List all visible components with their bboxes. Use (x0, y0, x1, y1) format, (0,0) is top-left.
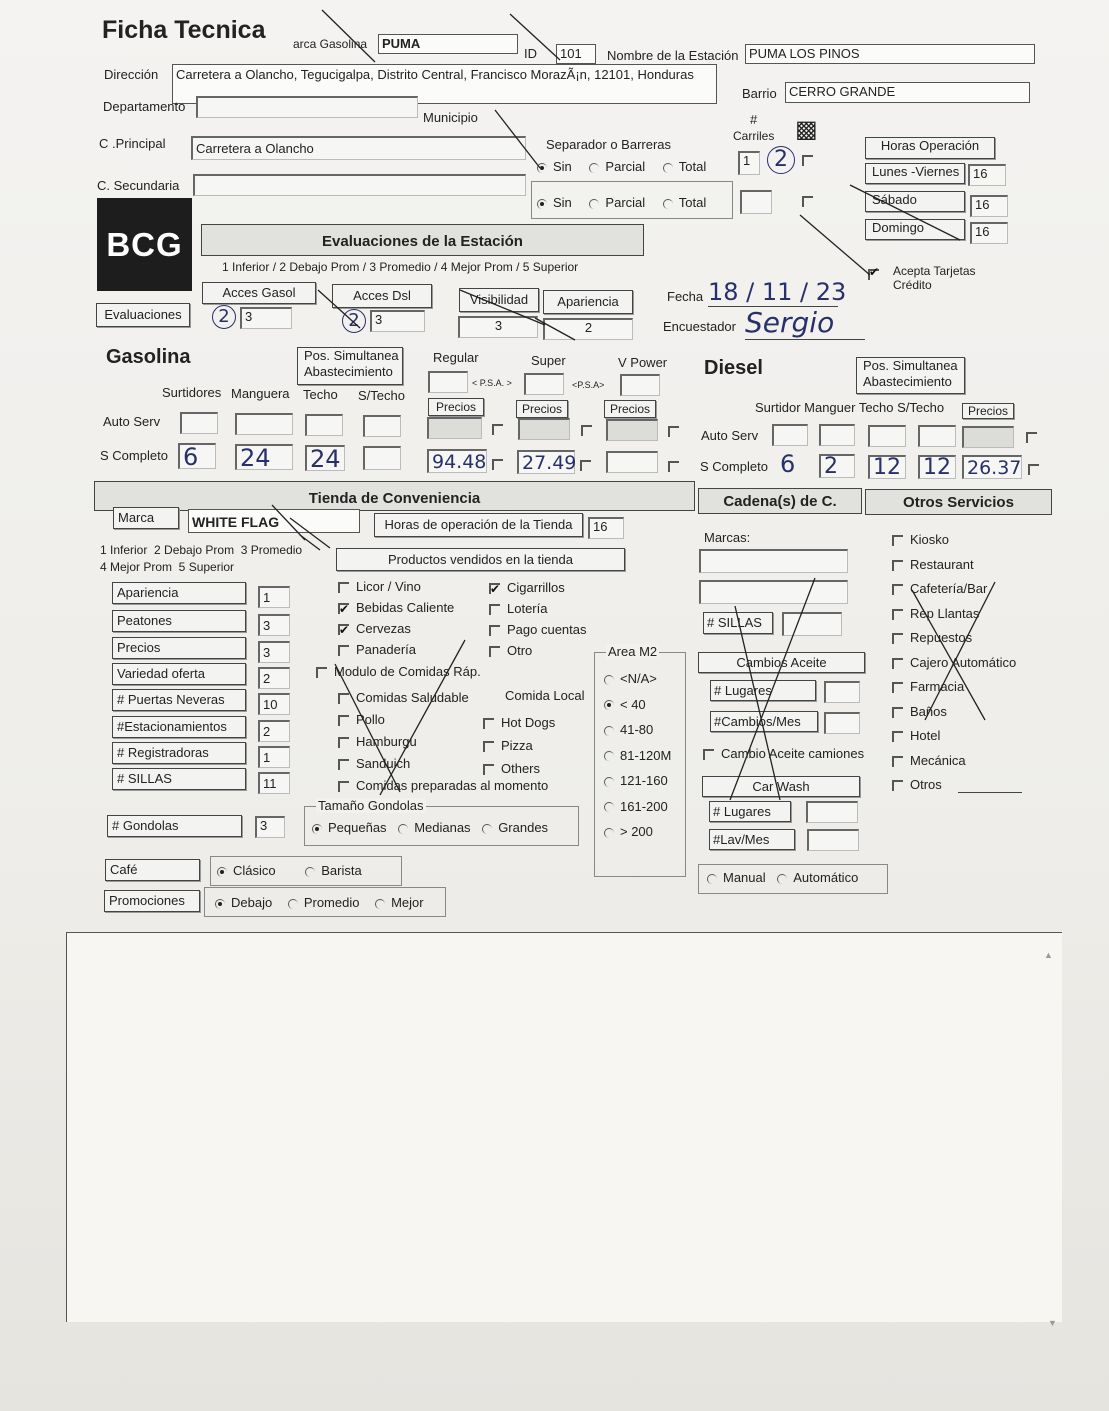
tienda-rating-field[interactable]: 11 (258, 772, 290, 794)
barrio-label: Barrio (742, 86, 777, 101)
diesel-autoserv-check[interactable] (1026, 429, 1044, 447)
address-label: Dirección (104, 67, 159, 82)
tienda-rating-label: Precios (112, 637, 246, 659)
psa-label-2: <P.S.A> (572, 380, 605, 390)
lugares-field[interactable] (824, 681, 860, 703)
gas-col-surtidores: Surtidores (162, 385, 222, 400)
evaluaciones-button[interactable]: Evaluaciones (96, 303, 190, 327)
cambios-aceite-button[interactable]: Cambios Aceite (698, 652, 865, 673)
brand-label: arca Gasolina (293, 37, 368, 51)
acepta-tarjetas-label: Acepta Tarjetas Crédito (893, 264, 976, 292)
comida-hotdogs[interactable] (483, 711, 555, 734)
tienda-rating-field[interactable]: 2 (258, 667, 290, 689)
opt-label: <N/A> (620, 671, 657, 686)
carwash-lugares-field[interactable] (806, 801, 858, 823)
diesel-autoserv-label: Auto Serv (701, 428, 759, 443)
opt-label: < 40 (620, 696, 646, 712)
opt-label: Baños (910, 703, 947, 719)
diesel-title: Diesel (704, 357, 763, 379)
fecha-value: 18 / 11 / 23 (708, 278, 847, 306)
scroll-up-icon[interactable]: ▲ (1044, 950, 1053, 960)
acces-gasol-mark: 2 (212, 305, 236, 329)
scroll-down-icon[interactable]: ▼ (1048, 1318, 1057, 1328)
opt-label: Cambio Aceite camiones (721, 746, 865, 761)
carwash-auto-radio[interactable] (777, 874, 787, 884)
domingo-label: Domingo (865, 219, 965, 240)
opt-label: Hot Dogs (501, 715, 556, 730)
diesel-stecho-field[interactable]: 12 (918, 455, 956, 479)
gas-autoserv-check-1[interactable] (492, 421, 510, 439)
id-label: ID (524, 46, 537, 61)
csecundaria-label: C. Secundaria (97, 178, 180, 193)
opt-label: Cervezas (356, 621, 411, 636)
tamano-title: Tamaño Gondolas (318, 798, 424, 813)
gondolas-field[interactable]: 3 (255, 816, 285, 838)
separador-group-2 (531, 181, 733, 219)
id-field[interactable]: 101 (556, 44, 596, 64)
otros-servicio-item[interactable] (892, 700, 1016, 725)
producto-pago-cuentas[interactable] (489, 619, 587, 640)
opt-label: Otros (910, 777, 942, 792)
diesel-scompleto-check[interactable] (1028, 461, 1046, 479)
otros-checkbox[interactable] (892, 731, 903, 742)
cprincipal-label: C .Principal (99, 136, 166, 151)
gas-autoserv-precio-vpower[interactable] (606, 419, 658, 441)
modulo-comidas[interactable] (316, 664, 481, 679)
tienda-rating-field[interactable]: 10 (258, 693, 290, 715)
tienda-title: Tienda de Conveniencia (94, 481, 695, 511)
diesel-precio-field[interactable]: 26.37 (962, 455, 1022, 479)
gas-precio-super[interactable]: 27.49 (517, 450, 575, 474)
opt-label: 41-80 (620, 722, 654, 737)
encuestador-value: Sergio (745, 306, 865, 340)
otros-checkbox[interactable] (892, 633, 903, 644)
opt-label: 161-200 (620, 798, 668, 814)
sabado-field[interactable]: 16 (970, 195, 1008, 217)
diesel-autoserv-manguer[interactable] (819, 424, 855, 446)
horas-operacion-button[interactable]: Horas Operación (865, 137, 995, 159)
opt-label: Hamburgu (356, 734, 417, 749)
marcas-field-1[interactable] (699, 549, 848, 573)
municipio-label: Municipio (423, 110, 478, 125)
opt-label: Total (678, 159, 707, 174)
otros-checkbox[interactable] (892, 707, 903, 718)
opt-label: Barista (321, 863, 362, 878)
tamano-pequenas-radio[interactable] (312, 824, 322, 834)
tienda-rating-label: #Estacionamientos (112, 716, 246, 738)
otros-checkbox[interactable] (892, 658, 903, 669)
promociones-label: Promociones (104, 890, 200, 912)
evaluaciones-title: Evaluaciones de la Estación (201, 224, 644, 256)
separador-title: Separador o Barreras (546, 137, 672, 152)
gas-autoserv-check-2[interactable] (581, 422, 599, 440)
otros-servicio-item[interactable] (892, 626, 1016, 651)
separador-sin-radio[interactable] (537, 163, 547, 173)
area-radio[interactable] (604, 675, 614, 685)
otros-checkbox[interactable] (892, 682, 903, 693)
gas-scompleto-surtidores[interactable]: 6 (178, 443, 216, 469)
diesel-autoserv-techo[interactable] (868, 425, 906, 447)
fuel-vpower: V Power (618, 355, 668, 370)
csecundaria-field[interactable] (193, 174, 526, 196)
opt-label: Sanduich (356, 756, 411, 771)
visibilidad-label: Visibilidad (459, 288, 539, 312)
comida-local-label: Comida Local (505, 688, 585, 703)
diesel-scompleto-label: S Completo (700, 459, 768, 474)
precios-super-label: Precios (516, 400, 568, 418)
otros-checkbox[interactable] (892, 609, 903, 620)
visibilidad-field[interactable]: 3 (458, 316, 538, 338)
opt-label: Lotería (507, 601, 548, 616)
producto-bebidas[interactable] (338, 597, 454, 618)
opt-label: Repuestos (910, 630, 973, 645)
vpower-psa-field[interactable] (620, 374, 660, 396)
comidas-col-2 (483, 711, 555, 780)
opt-label: Rep Llantas (910, 605, 980, 621)
comida-pizza[interactable] (483, 734, 555, 757)
otros-servicios-list (892, 528, 1016, 798)
opt-label: Kiosko (910, 532, 950, 547)
area-option[interactable] (604, 794, 671, 820)
gas-autoserv-check-3[interactable] (668, 423, 686, 441)
tamano-medianas-radio[interactable] (398, 824, 408, 834)
sabado-label: Sábado (865, 191, 965, 212)
tienda-rating-field[interactable]: 3 (258, 641, 290, 663)
area-option[interactable] (604, 666, 671, 692)
diesel-precios-label: Precios (962, 403, 1014, 419)
fuel-regular: Regular (433, 350, 479, 365)
cadena-sillas-field[interactable] (782, 612, 842, 636)
area-radio[interactable] (604, 700, 614, 710)
gas-precio-vpower[interactable] (606, 451, 658, 473)
tienda-rating-label: # Puertas Neveras (112, 689, 246, 711)
page-title: Ficha Tecnica (102, 16, 266, 44)
area-option[interactable] (604, 717, 671, 743)
opt-label: Parcial (605, 159, 646, 174)
productos-title: Productos vendidos en la tienda (336, 548, 625, 571)
otros-servicio-item[interactable] (892, 675, 1016, 700)
car-wash-button[interactable]: Car Wash (702, 776, 860, 797)
otros-servicios-title: Otros Servicios (865, 489, 1052, 515)
lav-mes-field[interactable] (807, 829, 859, 851)
marca-field[interactable]: WHITE FLAG (188, 509, 360, 533)
gas-scompleto-check-2[interactable] (580, 457, 598, 475)
gas-autoserv-surtidores[interactable] (180, 412, 218, 434)
tienda-rating-label: Apariencia (112, 582, 246, 604)
tienda-rating-field[interactable]: 1 (258, 586, 290, 608)
carriles-field-3[interactable] (740, 190, 772, 214)
opt-label: Sin (553, 195, 572, 210)
regular-psa-field[interactable] (428, 371, 468, 393)
area-option[interactable] (604, 743, 671, 769)
gas-autoserv-manguera[interactable] (235, 413, 293, 435)
gas-scompleto-check-1[interactable] (492, 456, 510, 474)
otros-servicio-item[interactable] (892, 651, 1016, 676)
tienda-rating-label: Variedad oferta (112, 663, 246, 685)
encuestador-label: Encuestador (663, 319, 736, 334)
opt-label: Clásico (233, 863, 276, 878)
opt-label: Licor / Vino (356, 579, 421, 594)
acces-dsl-label: Acces Dsl (332, 284, 432, 308)
diesel-autoserv-precio[interactable] (962, 426, 1014, 448)
opt-label: Pizza (501, 738, 533, 753)
otros-checkbox[interactable] (892, 584, 903, 595)
diesel-pos-simultanea: Pos. Simultanea Abastecimiento (856, 357, 965, 394)
opt-label: Medianas (414, 820, 471, 835)
otros-servicio-item[interactable] (892, 749, 1016, 774)
apariencia-field[interactable]: 2 (543, 318, 633, 340)
tienda-rating-label: # SILLAS (112, 768, 246, 790)
diesel-techo-field[interactable]: 12 (868, 455, 906, 479)
lunes-viernes-field[interactable]: 16 (968, 164, 1006, 186)
acces-gasol-field[interactable]: 3 (240, 307, 292, 329)
gas-autoserv-stecho[interactable] (363, 415, 401, 437)
opt-label: Farmacia (910, 679, 965, 694)
diesel-manguer-field[interactable]: 2 (819, 454, 855, 478)
super-psa-field[interactable] (524, 373, 564, 395)
tienda-rating-label: # Registradoras (112, 742, 246, 764)
carwash-mode-options (707, 870, 858, 885)
producto-loteria[interactable] (489, 598, 587, 619)
brand-field[interactable]: PUMA (378, 34, 518, 54)
area-radio[interactable] (604, 802, 614, 812)
gasolina-pos-simultanea: Pos. Simultanea Abastecimiento (297, 347, 403, 385)
promo-promedio-radio[interactable] (288, 899, 298, 909)
area-option[interactable] (604, 692, 671, 718)
opt-label: Cafetería/Bar (910, 581, 988, 596)
tienda-rating-field[interactable]: 1 (258, 746, 290, 768)
gondolas-label: # Gondolas (107, 815, 242, 837)
evaluaciones-scale: 1 Inferior / 2 Debajo Prom / 3 Promedio / 4 Mejor Prom / 5 Superior (222, 260, 579, 274)
station-label: Nombre de la Estación (607, 48, 739, 63)
opt-label: Panadería (356, 642, 416, 657)
promo-mejor-radio[interactable] (375, 899, 385, 909)
gas-autoserv-techo[interactable] (305, 414, 343, 436)
opt-label: Pequeñas (328, 820, 387, 835)
gas-precio-regular[interactable]: 94.48 (427, 449, 487, 473)
acepta-tarjetas-checkbox[interactable] (868, 266, 886, 284)
gas-autoserv-precio-super[interactable] (518, 418, 570, 440)
opt-label: Cigarrillos (507, 580, 565, 595)
horas-tienda-field[interactable]: 16 (588, 517, 624, 539)
separador-parcial-radio[interactable] (589, 163, 599, 173)
opt-label: Sin (553, 159, 572, 174)
marcas-label: Marcas: (704, 530, 751, 545)
area-radio[interactable] (604, 777, 614, 787)
opt-label: Total (678, 195, 707, 210)
otros-checkbox[interactable] (892, 560, 903, 571)
area-title: Area M2 (608, 644, 658, 659)
promo-options (215, 895, 424, 910)
opt-label: Cajero Automático (910, 654, 1017, 670)
carriles-label: Carriles (733, 129, 775, 143)
precios-regular-label: Precios (428, 398, 484, 416)
carriles-hash: # (750, 112, 758, 127)
gas-scompleto-techo[interactable]: 24 (305, 445, 345, 471)
cafe-clasico-radio[interactable] (217, 867, 227, 877)
separador-row-1 (537, 159, 706, 174)
otros-line (958, 792, 1022, 793)
acces-gasol-label: Acces Gasol (202, 282, 316, 304)
cprincipal-field[interactable]: Carretera a Olancho (191, 136, 526, 160)
cadena-sillas-label: # SILLAS (703, 612, 773, 634)
marca-label: Marca (113, 507, 179, 529)
traffic-light-icon: ▩ (795, 116, 818, 143)
promo-debajo-radio[interactable] (215, 899, 225, 909)
opt-label: Pollo (356, 712, 385, 727)
otros-checkbox[interactable] (892, 535, 903, 546)
carriles-checkbox-2[interactable] (802, 193, 820, 211)
acces-dsl-mark: 2 (342, 309, 366, 333)
area-option[interactable] (604, 819, 671, 845)
opt-label: 121-160 (620, 773, 668, 788)
cafe-barista-radio[interactable] (305, 867, 315, 877)
cadena-title: Cadena(s) de C. (698, 488, 862, 514)
tienda-rating-field[interactable]: 3 (258, 614, 290, 636)
otros-checkbox[interactable] (892, 756, 903, 767)
otros-servicio-item[interactable] (892, 773, 1016, 798)
carriles-field-1[interactable]: 1 (738, 151, 760, 175)
tamano-options (312, 820, 548, 835)
station-name-field[interactable]: PUMA LOS PINOS (745, 44, 1035, 64)
producto-panaderia[interactable] (338, 639, 454, 660)
carwash-manual-radio[interactable] (707, 874, 717, 884)
lunes-viernes-label: Lunes -Viernes (865, 163, 965, 184)
gas-scompleto-check-3[interactable] (668, 458, 686, 476)
productos-col-1 (338, 576, 454, 660)
tienda-scale: 1 Inferior 2 Debajo Prom 3 Promedio 4 Mejor Prom 5 Superior (100, 543, 303, 574)
producto-cervezas[interactable] (338, 618, 454, 639)
opt-label: > 200 (620, 824, 653, 839)
opt-label: Promedio (303, 895, 360, 910)
separador-total-radio[interactable] (663, 163, 673, 173)
psa-label-1: < P.S.A. > (472, 378, 512, 388)
opt-label: Parcial (605, 195, 646, 210)
acces-dsl-field[interactable]: 3 (370, 310, 425, 332)
cafe-label: Café (105, 859, 200, 881)
apariencia-label: Apariencia (543, 290, 633, 314)
area-options (604, 666, 671, 845)
diesel-surtidor-value: 6 (780, 450, 796, 478)
otros-servicio-item[interactable] (892, 577, 1016, 602)
diesel-cols: Surtidor Manguer Techo S/Techo (755, 400, 945, 415)
area-option[interactable] (604, 768, 671, 794)
barrio-field[interactable]: CERRO GRANDE (785, 82, 1030, 103)
tienda-rating-label: Peatones (112, 610, 246, 632)
departamento-label: Departamento (103, 99, 186, 114)
gas-col-stecho: S/Techo (358, 388, 405, 403)
producto-otro[interactable] (489, 640, 587, 661)
otros-servicio-item[interactable] (892, 553, 1016, 578)
producto-licor[interactable] (338, 576, 454, 597)
carriles-checkbox[interactable] (802, 152, 820, 170)
otros-servicio-item[interactable] (892, 528, 1016, 553)
opt-label: 81-120M (620, 747, 672, 763)
gas-col-techo: Techo (303, 387, 338, 402)
opt-label: Others (501, 761, 541, 776)
otros-servicio-item[interactable] (892, 602, 1016, 627)
comida-others[interactable] (483, 757, 555, 780)
cafe-options (217, 863, 362, 878)
opt-label: Debajo (231, 895, 273, 910)
otros-checkbox[interactable] (892, 780, 903, 791)
carwash-lugares-label: # Lugares (709, 801, 791, 822)
tienda-rating-field[interactable]: 2 (258, 720, 290, 742)
opt-label: Hotel (910, 728, 941, 743)
marcas-field-2[interactable] (699, 580, 848, 604)
carriles-value-2: 2 (767, 146, 795, 174)
opt-label: Bebidas Caliente (356, 600, 455, 615)
cambios-mes-label: #Cambios/Mes (710, 711, 818, 732)
autoserv-label: Auto Serv (103, 414, 161, 429)
precios-vpower-label: Precios (604, 400, 656, 418)
fuel-super: Super (531, 353, 566, 368)
lav-mes-label: #Lav/Mes (709, 829, 795, 850)
address-field[interactable]: Carretera a Olancho, Tegucigalpa, Distrito Central, Francisco MorazÃ¡n, 12101, Honduras (172, 64, 717, 104)
gas-col-manguera: Manguera (231, 386, 290, 401)
gas-scompleto-manguera[interactable]: 24 (235, 444, 293, 470)
departamento-field[interactable] (196, 96, 418, 118)
diesel-autoserv-stecho[interactable] (918, 425, 956, 447)
opt-label: Automático (793, 870, 859, 885)
gasolina-title: Gasolina (106, 346, 191, 368)
area-radio[interactable] (604, 751, 614, 761)
area-radio[interactable] (604, 828, 614, 838)
opt-label: Mejor (391, 895, 424, 910)
area-radio[interactable] (604, 726, 614, 736)
horas-tienda-label: Horas de operación de la Tienda (374, 513, 583, 537)
cambios-mes-field[interactable] (824, 712, 860, 734)
otros-servicio-item[interactable] (892, 724, 1016, 749)
opt-label: Comidas Saludable (356, 690, 469, 705)
tamano-grandes-radio[interactable] (482, 824, 492, 834)
opt-label: Modulo de Comidas Ráp. (334, 664, 481, 679)
gas-scompleto-stecho[interactable] (363, 446, 401, 470)
diesel-autoserv-surtidor[interactable] (772, 424, 808, 446)
productos-col-2 (489, 577, 587, 661)
opt-label: Pago cuentas (507, 622, 587, 637)
notes-textarea[interactable] (66, 932, 1062, 1322)
opt-label: Otro (507, 643, 533, 658)
gas-autoserv-precio-regular[interactable] (427, 417, 482, 439)
scompleto-label: S Completo (100, 448, 168, 463)
opt-label: Comidas preparadas al momento (356, 778, 549, 793)
producto-cigarrillos[interactable] (489, 577, 587, 598)
domingo-field[interactable]: 16 (970, 222, 1008, 244)
opt-label: Manual (723, 870, 766, 885)
cambio-camiones[interactable] (703, 746, 864, 761)
opt-label: Restaurant (910, 556, 974, 572)
opt-label: Grandes (498, 820, 549, 835)
bcg-logo: BCG (97, 198, 192, 291)
opt-label: Mecánica (910, 752, 966, 768)
lugares-label: # Lugares (710, 680, 816, 701)
fecha-label: Fecha (667, 289, 704, 304)
